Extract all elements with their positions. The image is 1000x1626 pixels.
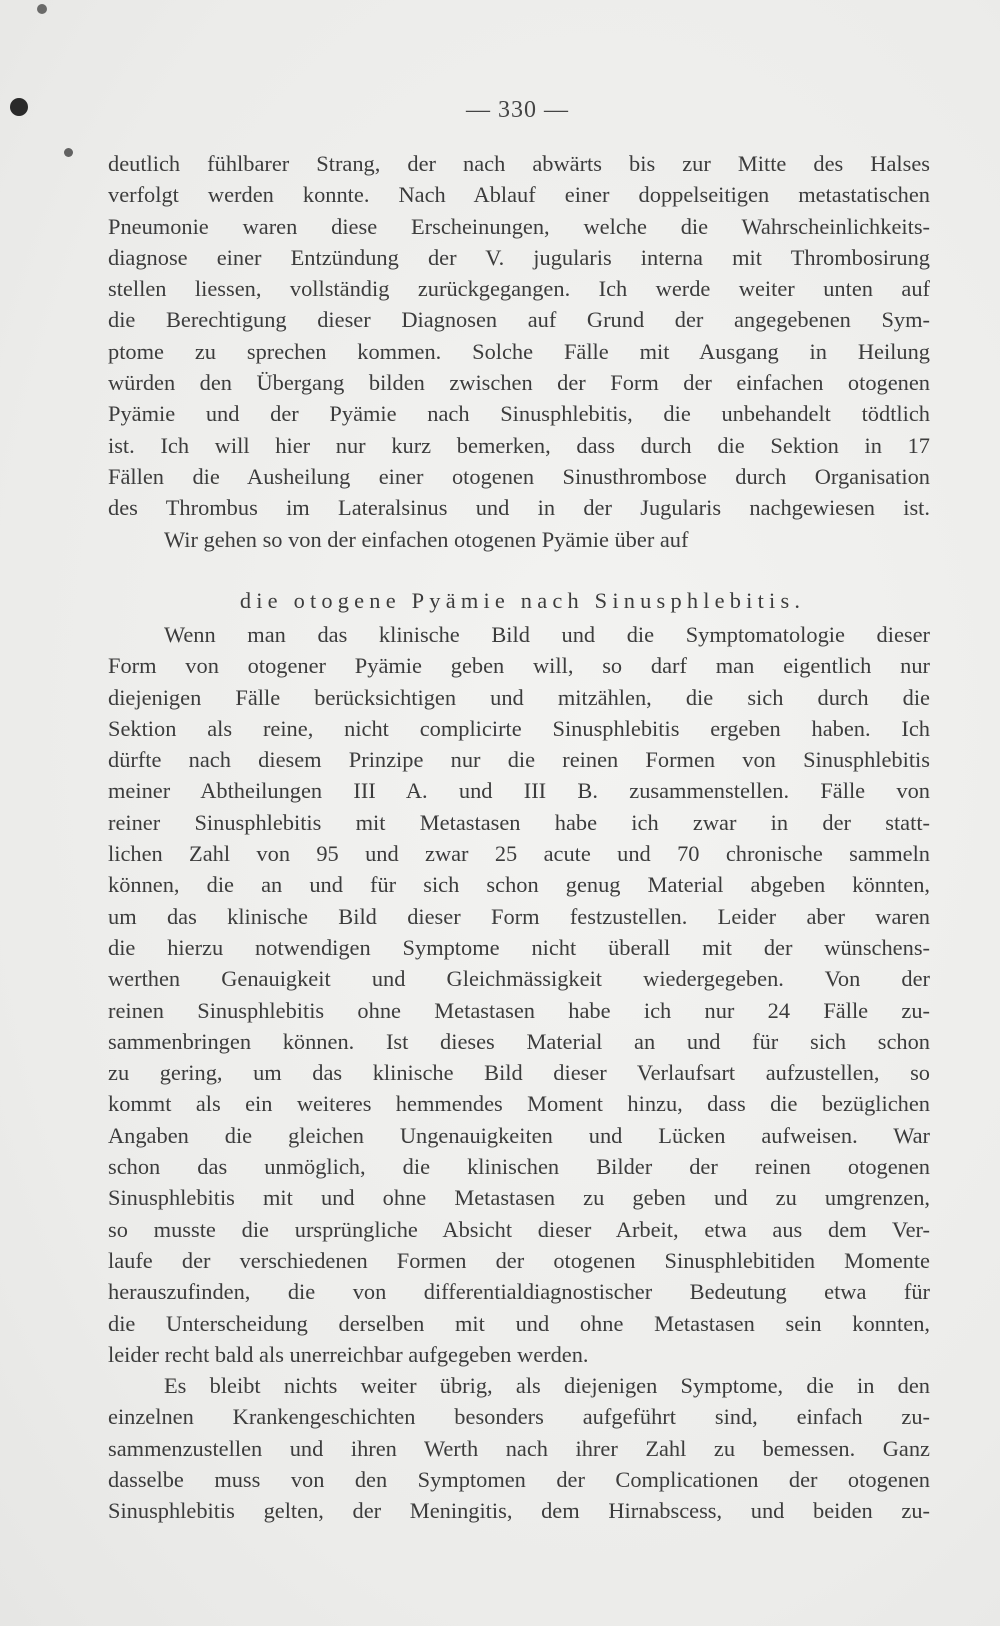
text-line: dürfte nach diesem Prinzipe nur die reinen Formen von Sinusphlebitis	[108, 747, 930, 773]
section-heading: die otogene Pyämie nach Sinusphlebitis.	[239, 588, 806, 613]
text-line: reiner Sinusphlebitis mit Metastasen habe ich zwar in der statt-	[108, 809, 930, 835]
text-line: Es bleibt nichts weiter übrig, als diejenigen Symptome, die in den	[164, 1373, 930, 1399]
text-line: meiner Abtheilungen III A. und III B. zusammenstellen. Fälle von	[108, 778, 930, 804]
text-line: einzelnen Krankengeschichten besonders aufgeführt sind, einfach zu-	[108, 1404, 930, 1430]
text-line: deutlich fühlbarer Strang, der nach abwärts bis zur Mitte des Halses	[108, 151, 930, 176]
text-line: die hierzu notwendigen Symptome nicht überall mit der wünschens-	[108, 934, 930, 960]
text-line: zu gering, um das klinische Bild dieser Verlaufsart aufzustellen, so	[108, 1060, 930, 1086]
text-line: sammenzustellen und ihren Werth nach ihrer Zahl zu bemessen. Ganz	[108, 1435, 930, 1461]
text-line: um das klinische Bild dieser Form festzustellen. Leider aber waren	[108, 903, 930, 929]
text-line: die Unterscheidung derselben mit und ohne Metastasen sein konnten,	[108, 1310, 930, 1336]
text-line: leider recht bald als unerreichbar aufgegeben werden.	[108, 1341, 589, 1367]
text-line: Pyämie und der Pyämie nach Sinusphlebitis, die unbehandelt tödtlich	[108, 401, 930, 427]
text-line: diejenigen Fälle berücksichtigen und mitzählen, die sich durch die	[108, 684, 930, 710]
text-line: die Berechtigung dieser Diagnosen auf Grund der angegebenen Sym-	[108, 307, 930, 333]
text-line: werthen Genauigkeit und Gleichmässigkeit wiedergegeben. Von der	[108, 966, 930, 992]
text-line: dasselbe muss von den Symptomen der Complicationen der otogenen	[108, 1467, 930, 1493]
text-line: Sektion als reine, nicht complicirte Sinusphlebitis ergeben haben. Ich	[108, 715, 930, 741]
text-line: würden den Übergang bilden zwischen der Form der einfachen otogenen	[108, 370, 930, 396]
text-line: Angaben die gleichen Ungenauigkeiten und Lücken aufweisen. War	[108, 1122, 930, 1148]
text-line: herauszufinden, die von differentialdiagnostischer Bedeutung etwa für	[108, 1279, 930, 1305]
text-line: reinen Sinusphlebitis ohne Metastasen habe ich nur 24 Fälle zu-	[108, 997, 930, 1023]
paragraph-block-2	[108, 619, 930, 1527]
text-line: ptome zu sprechen kommen. Solche Fälle mit Ausgang in Heilung	[108, 338, 930, 364]
text-line: Wenn man das klinische Bild und die Symptomatologie dieser	[164, 622, 930, 647]
text-line: Form von otogener Pyämie geben will, so darf man eigentlich nur	[108, 653, 930, 679]
text-line: Sinusphlebitis mit und ohne Metastasen zu geben und zu umgrenzen,	[108, 1185, 930, 1211]
text-line: Fällen die Ausheilung einer otogenen Sinusthrombose durch Organisation	[108, 463, 930, 489]
text-line: diagnose einer Entzündung der V. jugularis interna mit Thrombosirung	[108, 244, 930, 270]
text-line: stellen liessen, vollständig zurückgegangen. Ich werde weiter unten auf	[108, 276, 930, 302]
punch-hole-mark	[64, 148, 73, 157]
text-line: sammenbringen können. Ist dieses Material an und für sich schon	[108, 1028, 930, 1054]
text-line: Sinusphlebitis gelten, der Meningitis, dem Hirnabscess, und beiden zu-	[108, 1498, 930, 1524]
text-line: können, die an und für sich schon genug Material abgeben könnten,	[108, 872, 930, 898]
text-line: laufe der verschiedenen Formen der otogenen Sinusphlebitiden Momente	[108, 1247, 930, 1273]
text-line: lichen Zahl von 95 und zwar 25 acute und 70 chronische sammeln	[108, 841, 930, 867]
page-number: — 330 —	[466, 97, 569, 123]
text-line: kommt als ein weiteres hemmendes Moment hinzu, dass die bezüglichen	[108, 1091, 930, 1117]
text-line: ist. Ich will hier nur kurz bemerken, dass durch die Sektion in 17	[108, 432, 930, 458]
text-line: schon das unmöglich, die klinischen Bilder der reinen otogenen	[108, 1154, 930, 1180]
text-line: verfolgt werden konnte. Nach Ablauf einer doppelseitigen metastatischen	[108, 182, 930, 208]
text-line: so musste die ursprüngliche Absicht dieser Arbeit, etwa aus dem Ver-	[108, 1216, 930, 1242]
paragraph-block-1	[108, 148, 930, 555]
text-line: des Thrombus im Lateralsinus und in der Jugularis nachgewiesen ist.	[108, 495, 930, 521]
text-line: Pneumonie waren diese Erscheinungen, welche die Wahrscheinlichkeits-	[108, 213, 930, 239]
text-line: Wir gehen so von der einfachen otogenen Pyämie über auf	[164, 526, 689, 552]
punch-hole-mark	[37, 4, 47, 14]
